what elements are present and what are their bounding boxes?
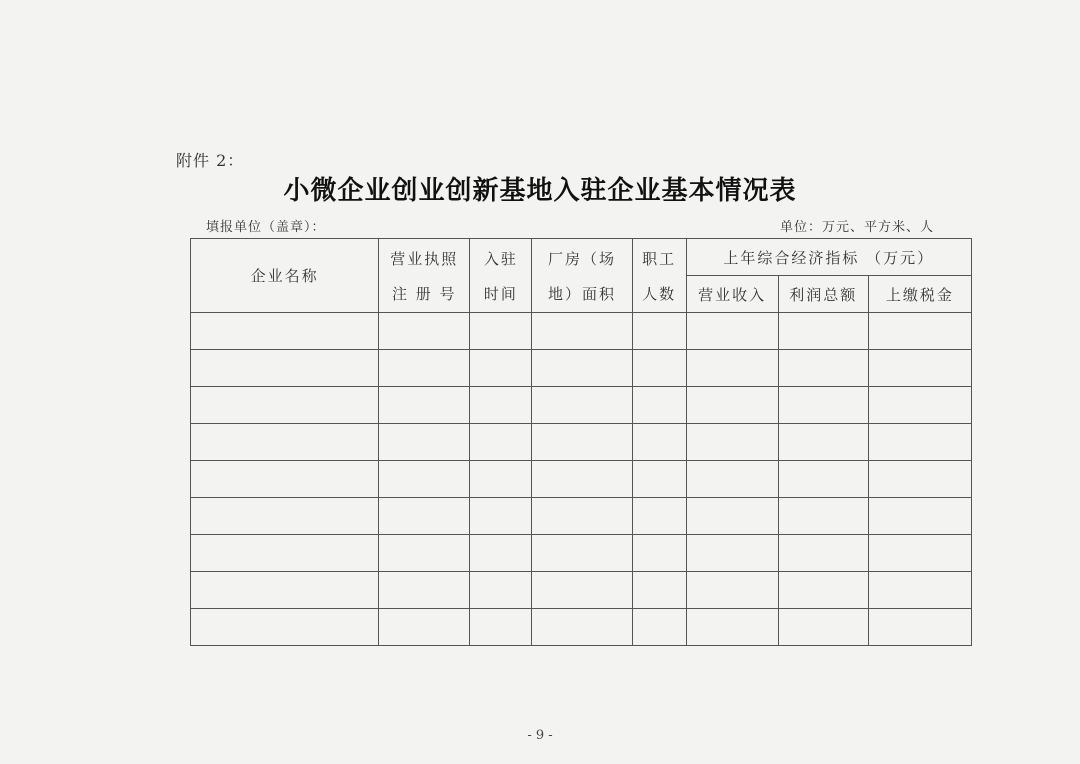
- table-cell: [379, 350, 470, 387]
- table-cell: [686, 535, 778, 572]
- document-title: 小微企业创业创新基地入驻企业基本情况表: [283, 176, 797, 206]
- table-cell: [632, 609, 686, 646]
- table-cell: [778, 498, 868, 535]
- table-cell: [191, 609, 379, 646]
- table-cell: [632, 498, 686, 535]
- table-cell: [632, 461, 686, 498]
- table-cell: [778, 424, 868, 461]
- table-cell: [470, 387, 532, 424]
- header-entry-line1: 入驻: [483, 249, 518, 268]
- table-cell: [470, 609, 532, 646]
- table-cell: [868, 498, 971, 535]
- table-cell: [632, 424, 686, 461]
- table-cell: [532, 572, 632, 609]
- table-cell: [191, 387, 379, 424]
- table-cell: [379, 498, 470, 535]
- table-cell: [778, 461, 868, 498]
- header-staff-count: [632, 239, 686, 313]
- table-row: [191, 609, 972, 646]
- table-cell: [778, 535, 868, 572]
- table-cell: [191, 461, 379, 498]
- table-cell: [686, 609, 778, 646]
- table-cell: [632, 350, 686, 387]
- table-cell: [632, 313, 686, 350]
- table-cell: [470, 461, 532, 498]
- table-cell: [379, 609, 470, 646]
- table-cell: [868, 387, 971, 424]
- header-license-line2: 注 册 号: [392, 284, 457, 303]
- header-profit: 利润总额: [778, 276, 868, 313]
- header-staff-line2: 人数: [642, 284, 677, 303]
- header-entry-time: [470, 239, 532, 313]
- table-cell: [778, 572, 868, 609]
- table-cell: [686, 572, 778, 609]
- table-cell: [686, 498, 778, 535]
- table-cell: [379, 313, 470, 350]
- table-cell: [379, 461, 470, 498]
- table-row: [191, 535, 972, 572]
- table-cell: [532, 461, 632, 498]
- table-cell: [868, 424, 971, 461]
- header-license-number: [379, 239, 470, 313]
- table-row: [191, 387, 972, 424]
- header-area-line2: 地）面积: [547, 284, 616, 303]
- annex-label: 附件 2：: [176, 151, 245, 170]
- table-cell: [379, 535, 470, 572]
- header-economic-indicators: 上年综合经济指标 （万元）: [686, 239, 971, 276]
- table-cell: [532, 535, 632, 572]
- table-row: [191, 350, 972, 387]
- table-row: [191, 461, 972, 498]
- table-cell: [632, 572, 686, 609]
- table-cell: [191, 424, 379, 461]
- table-cell: [532, 313, 632, 350]
- table-cell: [470, 350, 532, 387]
- table-cell: [532, 498, 632, 535]
- table-cell: [686, 387, 778, 424]
- table-cell: [686, 461, 778, 498]
- table-cell: [686, 313, 778, 350]
- table-body: [191, 313, 972, 646]
- header-company-name: 企业名称: [191, 239, 379, 313]
- table-cell: [532, 424, 632, 461]
- header-entry-line2: 时间: [483, 284, 518, 303]
- table-cell: [191, 350, 379, 387]
- table-cell: [868, 609, 971, 646]
- table-row: [191, 424, 972, 461]
- table-cell: [868, 572, 971, 609]
- table-cell: [379, 572, 470, 609]
- table-cell: [470, 424, 532, 461]
- table-cell: [868, 461, 971, 498]
- header-area-line1: 厂房（场: [547, 249, 616, 268]
- table-row: [191, 498, 972, 535]
- header-staff-line1: 职工: [642, 249, 677, 268]
- table-cell: [778, 387, 868, 424]
- table-cell: [532, 350, 632, 387]
- table-row: [191, 313, 972, 350]
- table-cell: [532, 609, 632, 646]
- table-cell: [778, 313, 868, 350]
- table-cell: [191, 313, 379, 350]
- table-cell: [191, 535, 379, 572]
- table-cell: [686, 350, 778, 387]
- header-revenue: 营业收入: [686, 276, 778, 313]
- table-cell: [632, 387, 686, 424]
- table-cell: [632, 535, 686, 572]
- table-cell: [868, 313, 971, 350]
- table-cell: [868, 535, 971, 572]
- table-cell: [868, 350, 971, 387]
- table-cell: [379, 387, 470, 424]
- table-cell: [379, 424, 470, 461]
- table-cell: [778, 350, 868, 387]
- table-cell: [686, 424, 778, 461]
- table-cell: [470, 313, 532, 350]
- enterprise-info-table: [190, 238, 972, 646]
- table-cell: [470, 535, 532, 572]
- table-cell: [191, 572, 379, 609]
- header-license-line1: 营业执照: [390, 249, 459, 268]
- header-floor-area: [532, 239, 632, 313]
- page-number: - 9 -: [527, 728, 553, 743]
- table-cell: [532, 387, 632, 424]
- table-cell: [778, 609, 868, 646]
- table-cell: [470, 498, 532, 535]
- header-tax: 上缴税金: [868, 276, 971, 313]
- filler-unit-label: 填报单位（盖章）：: [206, 220, 326, 235]
- table-row: [191, 572, 972, 609]
- measurement-unit-label: 单位：万元、平方米、人: [779, 220, 934, 235]
- table-cell: [191, 498, 379, 535]
- table-cell: [470, 572, 532, 609]
